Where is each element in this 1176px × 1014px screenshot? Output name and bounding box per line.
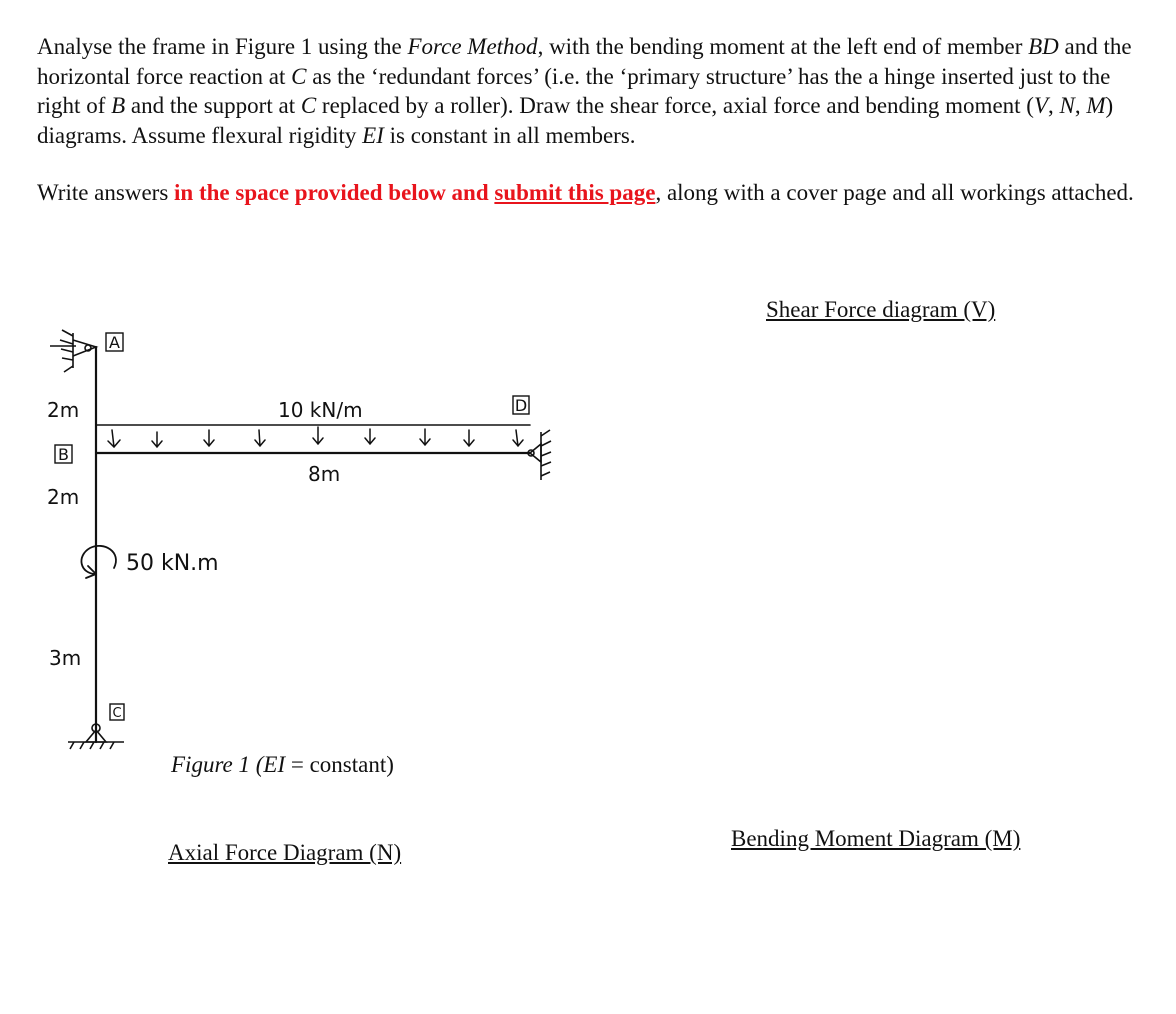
shear-force-heading: Shear Force diagram (V) <box>766 297 996 322</box>
moment-arrow <box>81 546 116 578</box>
p1-run: , <box>1074 93 1087 118</box>
dim-b-moment-label: 2m <box>47 485 80 509</box>
p1-run: , with the bending moment at the left end of member <box>537 34 1029 59</box>
p2-run: in the space provided below and <box>174 180 495 205</box>
p1-run: B <box>111 93 126 118</box>
p1-run: M <box>1086 93 1106 118</box>
label-c: C <box>112 706 122 721</box>
p1-run: N <box>1059 93 1075 118</box>
figure-caption: Figure 1 (EI = constant) <box>171 752 394 777</box>
node-boxes <box>55 333 529 720</box>
p2-run: Write answers <box>37 180 175 205</box>
support-a <box>50 330 96 372</box>
p1-run: replaced by a roller). Draw the shear force, axial force and bending moment ( <box>316 93 1034 118</box>
load-label: 10 kN/m <box>278 398 363 422</box>
p1-run: Force Method <box>407 34 538 59</box>
support-d <box>528 430 551 480</box>
label-a: A <box>109 333 120 352</box>
p1-run: , <box>1048 93 1060 118</box>
p2-run: , along with a cover page and all workings attached. <box>655 180 1134 205</box>
p1-run: as the ‘redundant forces’ (i.e. the ‘primary structure’ has the a hinge inserted just to the right of <box>37 63 1111 118</box>
p2-run: submit this page <box>494 180 656 205</box>
p1-run: EI <box>362 122 384 148</box>
span-label: 8m <box>308 462 341 486</box>
p1-run: Analyse the frame in Figure 1 using the <box>37 34 408 59</box>
label-d: D <box>514 396 528 415</box>
p1-run: is constant in all members. <box>383 122 636 148</box>
p1-run: BD <box>1028 34 1059 59</box>
dim-ab-label: 2m <box>47 398 80 422</box>
axial-force-heading: Axial Force Diagram (N) <box>168 840 402 865</box>
p1-run: and the horizontal force reaction at <box>37 34 1132 89</box>
p1-run: and the support at <box>125 93 301 118</box>
moment-label: 50 kN.m <box>126 551 219 576</box>
bending-moment-heading: Bending Moment Diagram (M) <box>731 826 1021 851</box>
p1-run: C <box>291 63 307 89</box>
p1-run: ) diagrams. Assume flexural rigidity <box>37 93 1114 148</box>
label-b: B <box>58 445 69 464</box>
p1-run: V <box>1033 93 1049 118</box>
p1-run: C <box>300 93 317 118</box>
dim-moment-c-label: 3m <box>49 646 82 670</box>
load-arrows <box>108 427 523 447</box>
